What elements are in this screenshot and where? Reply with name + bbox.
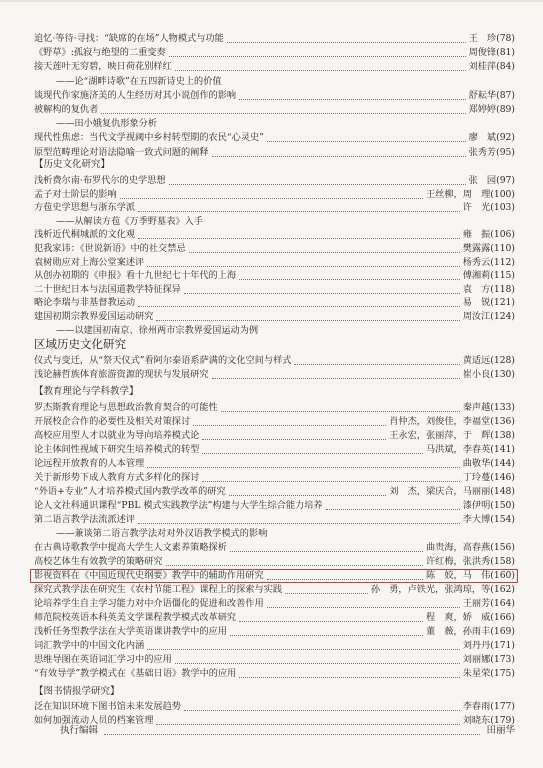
entry-title: 《野草》:孤寂与绝望的二重变奏: [34, 47, 166, 59]
entry-page: (100): [490, 188, 515, 200]
entry-author: 傅湘莉: [462, 270, 491, 282]
entry-author: 王 珍: [468, 33, 497, 44]
toc-entry: [34, 457, 515, 470]
entry-page: (158): [490, 556, 515, 567]
section-heading-education: 【教育理论与学科教学】: [34, 386, 139, 397]
leader-dots: [202, 444, 423, 454]
leader-dots: [175, 654, 460, 664]
entry-title: ——以建国初南京、徐州两市宗教界爱国运动为例: [56, 324, 259, 336]
entry-page: (144): [490, 458, 515, 469]
entry-author: 许红梅，张洪秀: [425, 556, 491, 567]
toc-entry: [34, 256, 515, 269]
footer-label: 执行编辑: [60, 725, 99, 736]
toc-entry: [34, 639, 515, 652]
entry-title: 开展校企合作的必要性及相关对策探讨: [34, 416, 191, 427]
entry-page: (177): [490, 701, 515, 712]
entry-author: 樊露露: [462, 243, 491, 254]
entry-author: 刘 杰，梁庆合，马丽丽: [389, 486, 491, 497]
entry-author: 陈 姣，马 伟: [425, 570, 491, 581]
entry-title: 方苞史学思想与浙东学派: [34, 202, 136, 214]
leader-dots: [193, 416, 386, 426]
entry-title: 浅析费尔南·布罗代尔的史学思想: [34, 175, 166, 186]
entry-author: 雍 振: [462, 229, 491, 241]
entry-author: 李大博: [462, 514, 491, 525]
toc-entry: [34, 700, 515, 713]
entry-page: (95): [496, 146, 515, 158]
toc-entry: [34, 269, 515, 282]
entry-page: (128): [490, 355, 515, 366]
entry-title: 罗杰斯教育理论与思想政治教育契合的可能性: [34, 402, 218, 413]
entry-title: 仪式与变迁，从“祭天仪式”看阿尔泰语系萨满的文化空间与样式: [34, 355, 292, 366]
entry-title: 原型范畴理论对语法隐喻一致式问题的阐释: [34, 146, 209, 158]
leader-dots: [175, 61, 466, 71]
toc-entry: [34, 146, 515, 159]
leader-dots: [202, 430, 386, 440]
entry-author: 董 薇，孙雨丰: [425, 626, 491, 637]
entry-page: (112): [490, 256, 515, 268]
entry-author: 王丝柳，周 理: [425, 188, 491, 200]
entry-page: (110): [490, 243, 515, 254]
entry-title: ——论“湖畔诗歌”在五四新诗史上的价值: [56, 75, 222, 87]
entry-title: 高校应用型人才以就业为导向培养模式论: [34, 430, 200, 441]
leader-dots: [230, 626, 423, 636]
entry-title: 词汇教学中的中国文化内涵: [34, 640, 145, 651]
entry-title: 二十世纪日本与法国道教学特征探异: [34, 283, 181, 295]
entry-page: (92): [496, 132, 515, 144]
entry-title: 论主体间性视域下研究生培养模式的转型: [34, 444, 200, 455]
leader-dots: [285, 584, 368, 594]
toc-entry: [34, 201, 515, 214]
leader-dots: [230, 542, 423, 552]
entry-title: ——从解读方苞《万季野墓表》入手: [56, 215, 203, 227]
entry-page: (148): [490, 486, 515, 497]
leader-dots: [166, 556, 423, 566]
leader-dots: [239, 612, 423, 622]
entry-page: (156): [490, 542, 515, 553]
leader-dots: [229, 486, 387, 496]
entry-author: 丁玲蔓: [462, 472, 491, 483]
entry-author: 孙 勇，卢铁光，张鸿琼，等: [370, 584, 491, 595]
entry-page: (164): [490, 598, 515, 609]
entry-title: 在古典诗歌教学中提高大学生人文素养策略探析: [34, 542, 227, 553]
leader-dots: [221, 402, 460, 412]
toc-entry: [34, 46, 515, 59]
entry-author: 张秀芳: [468, 146, 497, 158]
entry-page: (81): [496, 47, 515, 59]
entry-page: (138): [490, 430, 515, 441]
entry-page: (160): [490, 570, 515, 581]
entry-author: 廖 斌: [468, 132, 497, 144]
leader-dots: [239, 270, 460, 280]
entry-title: 建国初期宗教界爱国运动研究: [34, 311, 154, 322]
entry-author: 漆伊明: [462, 500, 491, 511]
entry-author: 刘桂萍: [468, 61, 497, 73]
section-heading-history: 【历史文化研究】: [34, 159, 111, 170]
entry-title: “有效导学”教学模式在《基础日语》教学中的应用: [34, 668, 237, 679]
entry-page: (106): [490, 229, 515, 241]
highlight-box: [30, 569, 518, 583]
toc-subtitle: [56, 117, 515, 130]
entry-page: (130): [490, 369, 515, 380]
leader-dots: [120, 189, 423, 199]
leader-dots: [147, 257, 459, 267]
toc-entry: [34, 354, 515, 367]
leader-dots: [169, 47, 466, 57]
entry-author: 王丽芳: [462, 598, 491, 609]
entry-title: 高校艺体生有效教学的策略研究: [34, 556, 163, 567]
entry-author: 曲敬华: [462, 458, 491, 469]
toc-entry: [34, 89, 515, 102]
entry-page: (124): [490, 311, 515, 322]
entry-page: (133): [490, 402, 515, 413]
entry-page: (173): [490, 654, 515, 665]
toc-subtitle: [56, 527, 515, 540]
entry-page: (97): [496, 175, 515, 186]
entry-title: 论培养学生自主学习能力对中介语僵化的促进和改善作用: [34, 598, 264, 609]
leader-dots: [147, 640, 459, 650]
entry-title: 从创办初期的《申报》看十九世纪七十年代的上海: [34, 270, 237, 282]
toc-subtitle: [56, 75, 515, 88]
entry-title: “外语+专业”人才培养模式国内教学改革的研究: [34, 486, 226, 497]
toc-entry: [34, 443, 515, 456]
entry-page: (175): [490, 668, 515, 679]
toc-entry: [34, 597, 515, 610]
toc-entry: [34, 32, 515, 45]
leader-dots: [138, 514, 460, 524]
entry-page: (171): [490, 640, 515, 651]
toc-entry: [34, 667, 515, 680]
entry-title: 谈现代作家施济美的人生经历对其小说创作的影响: [34, 89, 237, 101]
entry-title: 犯我家讳：《世说新语》中的社交禁忌: [34, 243, 186, 254]
entry-author: 许 光: [462, 202, 491, 214]
entry-author: 杨秀云: [462, 256, 491, 268]
toc-entry: [34, 296, 515, 309]
toc-subtitle: [56, 215, 515, 228]
toc-entry: [34, 499, 515, 512]
entry-author: 崔小良: [462, 369, 491, 380]
section-heading-region: 区域历史文化研究: [34, 337, 126, 351]
leader-dots: [101, 104, 465, 114]
entry-title: 孟子对士阶层的影响: [34, 188, 117, 200]
entry-page: (78): [496, 33, 515, 44]
toc-entry: [34, 415, 515, 428]
entry-title: 泛在知识环境下图书馆未来发展趋势: [34, 701, 181, 712]
leader-dots: [267, 598, 460, 608]
toc-entry: [34, 310, 515, 323]
toc-entry: [34, 429, 515, 442]
entry-page: (150): [490, 500, 515, 511]
leader-dots: [184, 284, 460, 294]
entry-author: 秦声越: [462, 402, 491, 413]
entry-author: 周汝江: [462, 311, 491, 322]
toc-entry: [34, 228, 515, 241]
leader-dots: [202, 472, 459, 482]
leader-dots: [267, 132, 466, 142]
entry-page: (103): [490, 202, 515, 214]
toc-entry: [34, 368, 515, 381]
entry-page: (162): [490, 584, 515, 595]
toc-entry: [34, 471, 515, 484]
toc-entry: [34, 611, 515, 624]
entry-title: 论人文社科通识课程“PBL 模式实践教学法”构建与大学生综合能力培养: [34, 500, 323, 511]
entry-author: 马洪斌，李春英: [425, 444, 491, 455]
entry-page: (84): [496, 61, 515, 73]
entry-author: 刘丽娜: [462, 654, 491, 665]
leader-dots: [212, 147, 466, 157]
leader-dots: [239, 90, 465, 100]
entry-author: 王永宏，张丽萍，于 辉: [389, 430, 491, 441]
entry-page: (146): [490, 472, 515, 483]
entry-title: 袁树勋应对上海公堂案述评: [34, 256, 145, 268]
toc-entry: [34, 174, 515, 187]
entry-title: 第二语言教学法流派述评: [34, 514, 136, 525]
entry-author: 黄适远: [462, 355, 491, 366]
entry-page: (118): [490, 283, 515, 295]
toc-entry: [34, 283, 515, 296]
entry-title: ——兼谈第二语言教学法对对外汉语教学模式的影响: [56, 528, 268, 539]
entry-author: 程 爽，娇 威: [425, 612, 491, 623]
leader-dots: [147, 458, 459, 468]
entry-page: (121): [490, 297, 515, 309]
entry-page: (115): [490, 270, 515, 282]
leader-dots: [138, 202, 460, 212]
leader-dots: [189, 243, 460, 253]
entry-title: 现代性焦虑：当代文学视阈中乡村转型期的农民“心灵史”: [34, 132, 264, 144]
entry-title: 浅析近代桐城派的文化观: [34, 229, 136, 241]
toc-entry: [34, 103, 515, 116]
section-heading-library: 【图书情报学研究】: [34, 686, 120, 697]
entry-title: 关于新形势下成人教育方式多样化的探讨: [34, 472, 200, 483]
entry-author: 易 锐: [462, 297, 491, 309]
footer-editor: [60, 724, 515, 738]
entry-page: (154): [490, 514, 515, 525]
entry-page: (166): [490, 612, 515, 623]
entry-title: 略论李瑞与非基督教运动: [34, 297, 136, 309]
toc-entry: [34, 485, 515, 498]
toc-subtitle: [56, 324, 515, 337]
entry-author: 刘晓东: [462, 715, 491, 726]
toc-entry: [34, 625, 515, 638]
footer-editor-name: 田丽华: [486, 725, 515, 736]
entry-author: 曲贵海，高春燕: [425, 542, 491, 553]
entry-title: 浅论赫哲族体育旅游资源的现状与发展研究: [34, 369, 209, 380]
entry-page: (141): [490, 444, 515, 455]
entry-page: (136): [490, 416, 515, 427]
leader-dots: [239, 668, 459, 678]
entry-title: 浅析任务型教学法在大学英语课讲教学中的应用: [34, 626, 227, 637]
toc-entry: [34, 513, 515, 526]
entry-author: 郑婷婷: [468, 104, 497, 115]
leader-dots: [138, 297, 460, 307]
entry-title: 被解构的复仇者: [34, 104, 99, 115]
entry-title: 追忆·等待·寻找：“缺席的在场”人物模式与功能: [34, 33, 224, 44]
entry-author: 张 园: [468, 175, 497, 186]
entry-author: 肖仲杰，刘俊佳，李福堂: [389, 416, 491, 427]
entry-author: 周俊锋: [468, 47, 497, 59]
entry-author: 舒耘华: [468, 89, 497, 101]
leader-dots: [212, 369, 460, 379]
entry-page: (169): [490, 626, 515, 637]
toc-entry: [34, 131, 515, 144]
entry-title: 思维导图在英语词汇学习中的应用: [34, 654, 172, 665]
leader-dots: [326, 500, 460, 510]
leader-dots: [169, 175, 466, 185]
toc-entry: [34, 60, 515, 73]
toc-entry: [34, 555, 515, 568]
entry-page: (87): [496, 89, 515, 101]
leader-dots: [138, 229, 460, 239]
entry-title: 论远程开放教育的人本管理: [34, 458, 145, 469]
toc-entry: [34, 188, 515, 201]
entry-title: 探究式教学法在研究生《农村节能工程》课程上的探索与实践: [34, 584, 283, 595]
entry-page: (89): [496, 104, 515, 115]
leader-dots: [227, 33, 466, 43]
entry-title: 接天莲叶无穷碧，映日荷花别样红: [34, 61, 172, 73]
entry-title: 影视资料在《中国近现代史纲要》教学中的辅助作用研究: [34, 570, 264, 581]
toc-entry: [34, 242, 515, 255]
entry-author: 刘丹丹: [462, 640, 491, 651]
entry-title: ——田小娥复仇形象分析: [56, 118, 158, 130]
leader-dots: [184, 701, 460, 711]
entry-author: 朱星荣: [462, 668, 491, 679]
top-edge: [0, 0, 543, 2]
leader-dots: [156, 311, 459, 321]
entry-author: 李春雨: [462, 701, 491, 712]
footer-leader-dots: [104, 725, 480, 735]
toc-entry: [34, 583, 515, 596]
toc-entry: [34, 653, 515, 666]
toc-entry: [34, 401, 515, 414]
leader-dots: [294, 355, 459, 365]
entry-page: (179): [490, 715, 515, 726]
entry-title: 如何加强流动人员的档案管理: [34, 715, 154, 726]
toc-entry: [34, 541, 515, 554]
entry-title: 师范院校英语本科英美文学课程教学模式改革研究: [34, 612, 237, 623]
entry-author: 袁 方: [462, 283, 491, 295]
